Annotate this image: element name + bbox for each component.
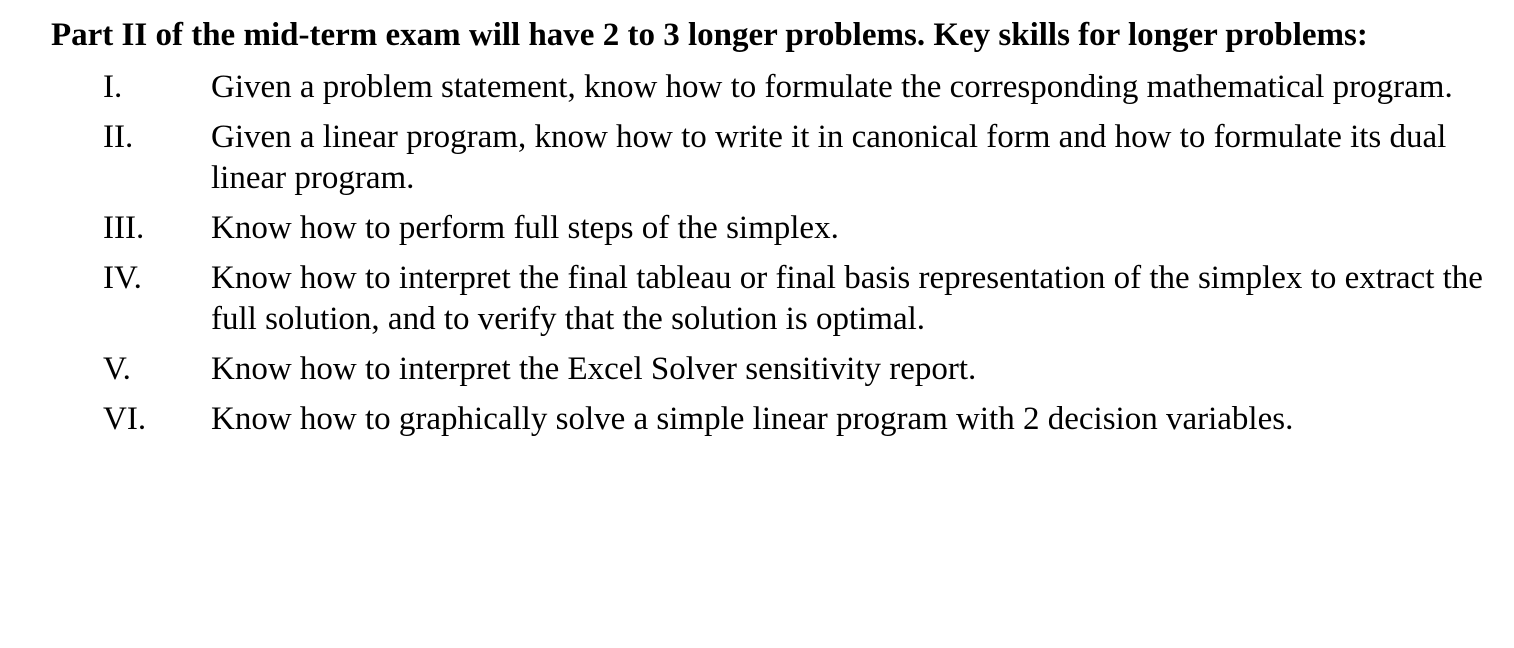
list-item-text: Given a linear program, know how to write it in canonical form and how to formulate its dual linear program.: [211, 119, 1447, 196]
list-item-number: V.: [103, 351, 131, 387]
list-item-text: Know how to graphically solve a simple linear program with 2 decision variables.: [211, 401, 1294, 437]
list-item-text: Know how to interpret the Excel Solver sensitivity report.: [211, 351, 977, 387]
list-item-number: VI.: [103, 401, 147, 437]
list-item-text: Know how to perform full steps of the simplex.: [211, 210, 839, 246]
list-item-number: I.: [103, 69, 123, 105]
list-item: [51, 349, 1491, 390]
list-item: [51, 258, 1491, 340]
document-body: [51, 14, 1491, 449]
list-item-number: II.: [103, 119, 134, 155]
list-item-text: Know how to interpret the final tableau or final basis representation of the simplex to extract the full solution, and to verify that the solution is optimal.: [211, 260, 1483, 337]
list-item-text: Given a problem statement, know how to formulate the corresponding mathematical program.: [211, 69, 1453, 105]
list-item: [51, 399, 1491, 440]
list-item: [51, 208, 1491, 249]
skills-list: [51, 67, 1491, 440]
list-item-number: IV.: [103, 260, 142, 296]
list-item: [51, 117, 1491, 199]
document-heading: Part II of the mid-term exam will have 2 to 3 longer problems. Key skills for longer problems:: [51, 17, 1368, 53]
list-item: [51, 67, 1491, 108]
list-item-number: III.: [103, 210, 145, 246]
